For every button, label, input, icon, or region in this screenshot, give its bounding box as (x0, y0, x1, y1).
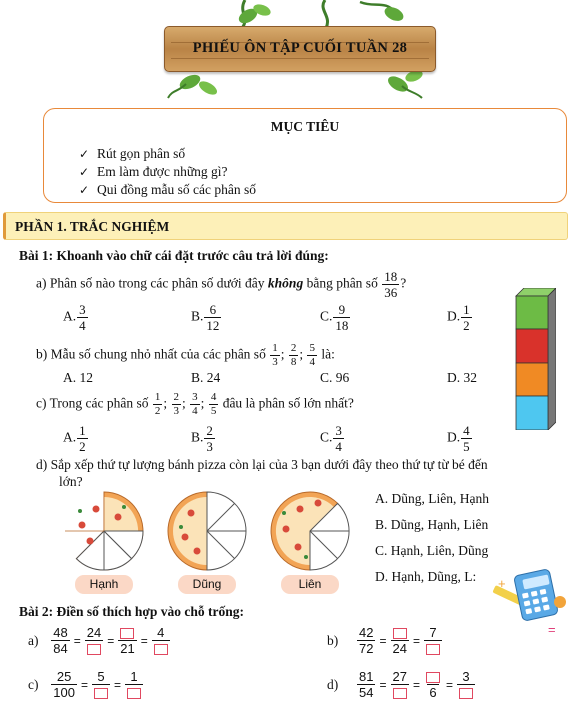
answer-blank[interactable] (426, 672, 440, 683)
page-title: PHIẾU ÔN TẬP CUỐI TUẦN 28 (192, 40, 408, 56)
option-d-C[interactable]: C. Hạnh, Liên, Dũng (375, 543, 489, 558)
name-label-dung: Dũng (178, 575, 236, 594)
option-b-D[interactable]: D. 32 (447, 370, 477, 385)
option-c-C[interactable]: C. $\frac{3}{4}$ (320, 423, 342, 454)
svg-text:=: = (548, 622, 556, 637)
question-d: d) Sắp xếp thứ tự lượng bánh pizza còn lại của 3 bạn dưới đây theo thứ tự từ bé đến (36, 457, 488, 472)
svg-text:+: + (498, 576, 506, 591)
option-c-B[interactable]: B. $\frac{2}{3}$ (191, 423, 213, 454)
answer-blank[interactable] (94, 688, 108, 699)
section-header: PHẦN 1. TRẮC NGHIỆM (3, 212, 568, 240)
answer-blank[interactable] (120, 628, 134, 639)
option-a-B[interactable]: B. $\frac{6}{12}$ (191, 302, 220, 333)
option-d-B[interactable]: B. Dũng, Hạnh, Liên (375, 517, 489, 532)
goals-box (43, 108, 567, 203)
pizza-images (62, 490, 352, 572)
goal-item: ✓ Rút gọn phân số (79, 146, 186, 161)
fill-row-b: b) $\frac{42}{72}$ = 24 = 7 (327, 626, 443, 655)
name-label-lien: Liên (281, 575, 339, 594)
option-b-A[interactable]: A. 12 (63, 370, 93, 385)
answer-blank[interactable] (393, 628, 407, 639)
answer-blank[interactable] (154, 644, 168, 655)
check-icon: ✓ (79, 147, 90, 161)
goal-item: ✓ Em làm được những gì? (79, 164, 228, 179)
goal-item: ✓ Qui đồng mẫu số các phân số (79, 182, 256, 197)
fill-row-c: c) $\frac{25}{100}$ = 5 = 1 (28, 670, 144, 699)
option-d-A[interactable]: A. Dũng, Liên, Hạnh (375, 491, 489, 506)
check-icon: ✓ (79, 165, 90, 179)
check-icon: ✓ (79, 183, 90, 197)
option-c-D[interactable]: D. $\frac{4}{5}$ (447, 423, 470, 454)
answer-blank[interactable] (426, 644, 440, 655)
question-a: a) Phân số nào trong các phân số dưới đây không bằng phân số $\frac{18}{36}$ ? (36, 269, 407, 300)
block-tower-image (512, 288, 556, 430)
header-board (150, 0, 450, 100)
fraction: $\frac{18}{36}$ (384, 269, 398, 300)
question-b: b) Mẫu số chung nhỏ nhất của các phân số $\frac{1}{3}$ ; $\frac{2}{8}$ ; $\frac{5}{4}$ là: (36, 342, 335, 368)
option-c-A[interactable]: A. $\frac{1}{2}$ (63, 423, 86, 454)
question-d-cont: lớn? (59, 474, 83, 489)
answer-blank[interactable] (393, 688, 407, 699)
option-d-D[interactable]: D. Hạnh, Dũng, L: (375, 569, 477, 584)
option-b-C[interactable]: C. 96 (320, 370, 350, 385)
pizza-lien-image (271, 492, 349, 570)
option-a-A[interactable]: A. $\frac{3}{4}$ (63, 302, 86, 333)
option-b-B[interactable]: B. 24 (191, 370, 221, 385)
fill-row-d: d) $\frac{81}{54}$ = 27 = 6 = 3 (327, 670, 476, 699)
fill-row-a: a) $\frac{48}{84}$ = 24 = 21 = 4 (28, 626, 171, 655)
question-c: c) Trong các phân số $\frac{1}{2}$ ; $\frac{2}{3}$ ; $\frac{3}{4}$ ; $\frac{4}{5}$ đâu là phân số lớn nhất? (36, 391, 354, 417)
exercise-2-title: Bài 2: Điền số thích hợp vào chỗ trống: (19, 604, 244, 619)
exercise-1-title: Bài 1: Khoanh vào chữ cái đặt trước câu trả lời đúng: (19, 248, 329, 263)
calculator-icon (488, 566, 570, 638)
goals-title: MỤC TIÊU (270, 119, 340, 134)
pizza-dung-image (168, 492, 246, 570)
option-a-D[interactable]: D. $\frac{1}{2}$ (447, 302, 470, 333)
name-label-hanh: Hạnh (75, 575, 133, 594)
answer-blank[interactable] (87, 644, 101, 655)
answer-blank[interactable] (127, 688, 141, 699)
pizza-hanh-image (65, 492, 143, 570)
option-a-C[interactable]: C. $\frac{9}{18}$ (320, 302, 349, 333)
answer-blank[interactable] (459, 688, 473, 699)
